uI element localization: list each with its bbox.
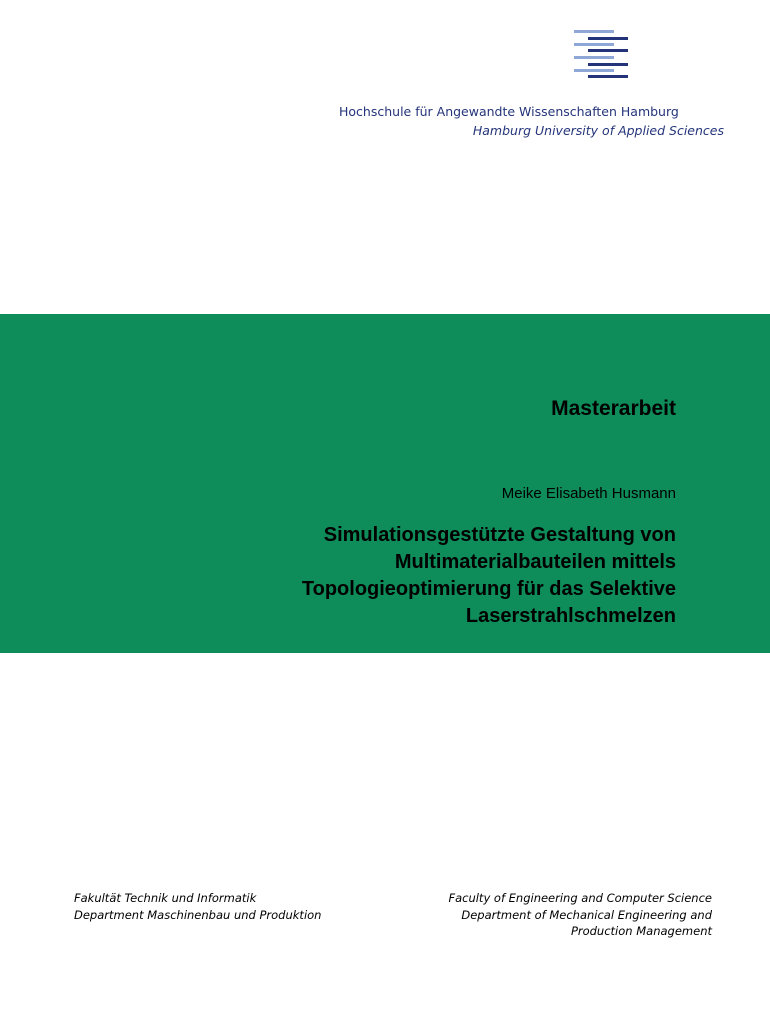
title-line: Topologieoptimierung für das Selektive: [301, 578, 676, 600]
faculty-german: [74, 890, 321, 923]
university-name-german: Hochschule für Angewandte Wissenschaften Hamburg: [339, 104, 679, 119]
title-line: Laserstrahlschmelzen: [465, 605, 676, 627]
faculty-line: Fakultät Technik und Informatik: [74, 891, 257, 905]
university-name-english: Hamburg University of Applied Sciences: [472, 123, 724, 138]
thesis-title: [156, 522, 676, 630]
faculty-line: Faculty of Engineering and Computer Science: [448, 891, 712, 905]
title-line: Simulationsgestützte Gestaltung von: [323, 524, 676, 546]
haw-hamburg-logo-icon: [574, 30, 630, 80]
department-line: Department of Mechanical Engineering and: [461, 907, 712, 922]
document-type: Masterarbeit: [551, 397, 676, 420]
title-line: Multimaterialbauteilen mittels: [394, 551, 676, 573]
author-name: Meike Elisabeth Husmann: [501, 485, 676, 502]
department-line: Department Maschinenbau und Produktion: [74, 907, 322, 922]
faculty-english: [448, 890, 712, 940]
department-line: Production Management: [570, 924, 712, 938]
